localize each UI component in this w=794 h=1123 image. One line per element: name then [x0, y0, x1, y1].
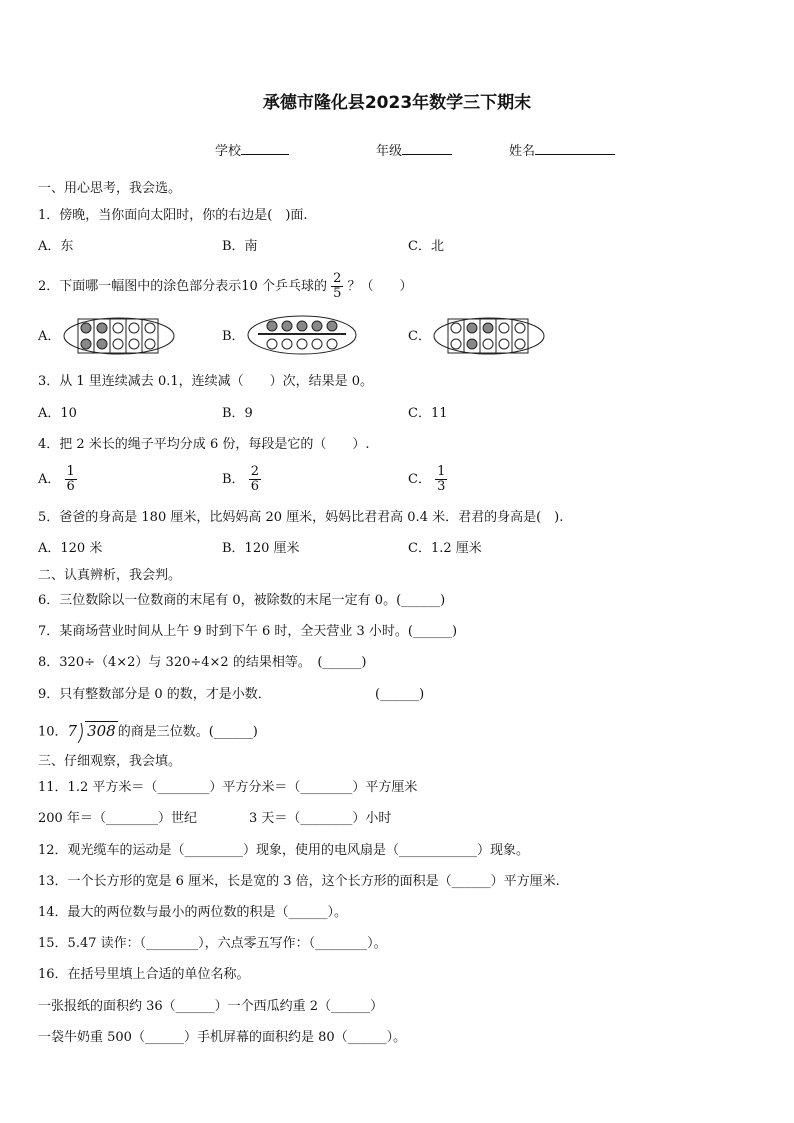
q4-b-numerator: 2 — [250, 464, 259, 479]
q1-option-c[interactable]: C．北 — [408, 239, 444, 254]
q3-option-a[interactable]: A．10 — [38, 406, 77, 421]
q9-answer-blank[interactable]: (______) — [375, 687, 425, 702]
q1-option-b[interactable]: B．南 — [222, 239, 258, 254]
q2-option-b-figure[interactable] — [246, 314, 358, 356]
q2-option-b[interactable]: B． — [222, 329, 245, 344]
q2-fraction-denominator: 5 — [333, 286, 342, 301]
q10-number: 10． — [38, 724, 68, 740]
q4-option-c-fraction — [435, 465, 447, 494]
question-11-line-1[interactable]: 11．1.2 平方米＝（________）平方分米＝（________）平方厘米 — [38, 780, 418, 795]
q2-option-a-figure[interactable] — [62, 316, 176, 356]
question-15[interactable]: 15．5.47 读作：（________），六点零五写作：（________）。 — [38, 936, 387, 951]
q3-option-c[interactable]: C．11 — [408, 406, 448, 421]
q4-option-b[interactable] — [222, 463, 261, 497]
question-13[interactable]: 13．一个长方形的宽是 6 厘米，长是宽的 3 倍，这个长方形的面积是（______）平方厘米. — [38, 874, 560, 889]
question-12[interactable]: 12．观光缆车的运动是（_________）现象，使用的电风扇是（____________）现象。 — [38, 843, 530, 858]
q2-option-c[interactable]: C． — [408, 329, 431, 344]
q4-a-denominator: 6 — [66, 479, 75, 494]
q10-dividend: 308 — [87, 722, 116, 740]
q4-option-c[interactable] — [408, 463, 447, 497]
q2-fraction-numerator: 2 — [333, 271, 342, 286]
grade-field[interactable] — [376, 140, 452, 159]
question-16: 16．在括号里填上合适的单位名称。 — [38, 967, 250, 982]
question-16-line-2[interactable]: 一袋牛奶重 500（______）手机屏幕的面积约是 80（______）。 — [38, 1030, 407, 1045]
q2-option-a[interactable]: A． — [38, 329, 61, 344]
division-bracket-icon — [77, 722, 85, 744]
page-title: 承德市隆化县2023年数学三下期末 — [262, 93, 532, 113]
school-field[interactable] — [215, 140, 289, 159]
school-blank[interactable] — [241, 140, 289, 155]
question-7[interactable]: 7．某商场营业时间从上午 9 时到下午 6 时，全天营业 3 小时。(______) — [38, 624, 458, 639]
q4-option-c-label: C． — [408, 472, 431, 487]
long-division-symbol — [68, 720, 118, 744]
q1-option-a[interactable]: A．东 — [38, 239, 74, 254]
question-5: 5．爸爸的身高是 180 厘米，比妈妈高 20 厘米，妈妈比君君高 0.4 米．君君的身高是( ). — [38, 510, 564, 525]
q4-option-a[interactable] — [38, 463, 77, 497]
grade-label: 年级 — [376, 144, 403, 159]
name-blank[interactable] — [535, 140, 615, 155]
section-1-heading: 一、用心思考，我会选。 — [38, 181, 182, 196]
q10-text: 的商是三位数。(______) — [117, 724, 258, 740]
q4-a-numerator: 1 — [66, 464, 75, 479]
q4-option-b-fraction — [249, 465, 261, 494]
question-2 — [38, 272, 413, 302]
grade-blank[interactable] — [402, 140, 452, 155]
question-3: 3．从 1 里连续减去 0.1，连续减（ ）次，结果是 0。 — [38, 374, 374, 389]
q5-option-b[interactable]: B．120 厘米 — [222, 541, 300, 556]
question-8[interactable]: 8．320÷（4×2）与 320÷4×2 的结果相等。 (______) — [38, 655, 367, 670]
q4-option-a-label: A． — [38, 472, 61, 487]
question-4: 4．把 2 米长的绳子平均分成 6 份，每段是它的（ ）. — [38, 437, 370, 452]
q2-text-after: ？（ ） — [347, 279, 413, 294]
question-16-line-1[interactable]: 一张报纸的面积约 36（______）一个西瓜约重 2（______） — [38, 999, 384, 1014]
q10-divisor: 7 — [67, 722, 78, 740]
question-6[interactable]: 6．三位数除以一位数商的末尾有 0，被除数的末尾一定有 0。(______) — [38, 593, 446, 608]
question-10[interactable] — [38, 720, 258, 744]
q2-option-c-figure[interactable] — [432, 316, 546, 356]
q4-option-a-fraction — [65, 465, 77, 494]
q5-option-a[interactable]: A．120 米 — [38, 541, 103, 556]
school-label: 学校 — [215, 144, 242, 159]
q4-b-denominator: 6 — [250, 479, 259, 494]
name-field[interactable] — [509, 140, 615, 159]
q4-option-b-label: B． — [222, 472, 245, 487]
q2-fraction — [331, 272, 343, 301]
q3-option-b[interactable]: B．9 — [222, 406, 253, 421]
name-label: 姓名 — [509, 144, 536, 159]
section-3-heading: 三、仔细观察，我会填。 — [38, 754, 182, 769]
question-1: 1．傍晚，当你面向太阳时，你的右边是( )面. — [38, 208, 308, 223]
q2-text: 2．下面哪一幅图中的涂色部分表示10 个乒乓球的 — [38, 279, 327, 294]
q5-option-c[interactable]: C．1.2 厘米 — [408, 541, 482, 556]
q4-c-denominator: 3 — [437, 479, 446, 494]
section-2-heading: 二、认真辨析，我会判。 — [38, 568, 182, 583]
question-9: 9．只有整数部分是 0 的数，才是小数． — [38, 687, 271, 702]
q4-c-numerator: 1 — [437, 464, 446, 479]
question-11-line-2[interactable]: 200 年＝（________）世纪 3 天＝（________）小时 — [38, 811, 392, 826]
question-14[interactable]: 14．最大的两位数与最小的两位数的积是（______）。 — [38, 905, 348, 920]
